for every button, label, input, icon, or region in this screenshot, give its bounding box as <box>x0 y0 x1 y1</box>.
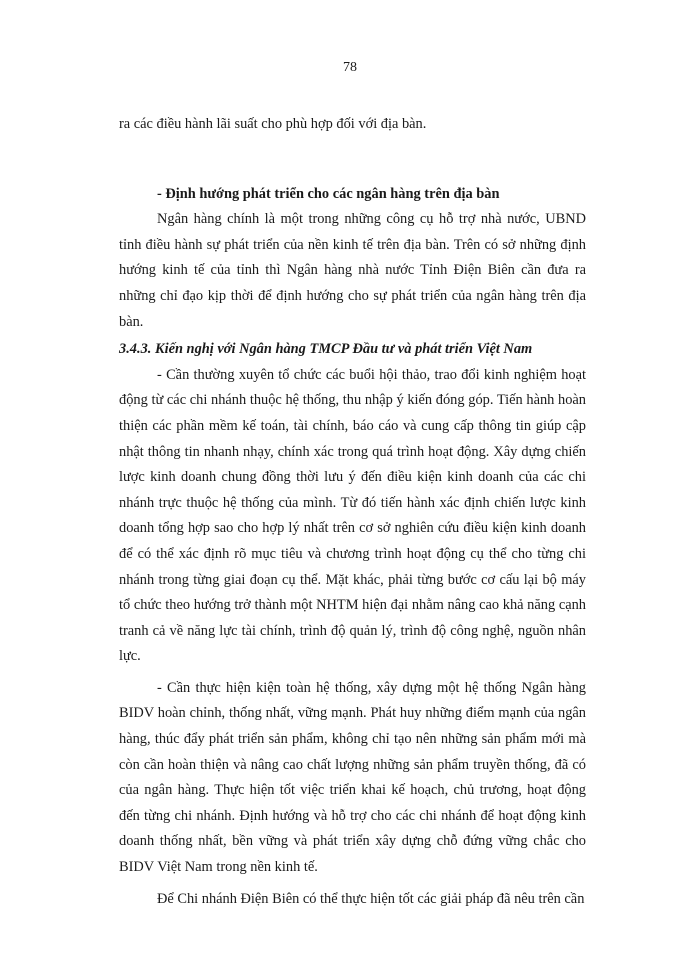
paragraph-state-bank-role: Ngân hàng chính là một trong những công cụ hỗ trợ nhà nước, UBND tỉnh điều hành sự phát triển của nền kinh tế trên địa bàn. Trên có sở những định hướng kinh tế của tỉnh thì Ngân hàng nhà nước Tỉnh Điện Biên cần đưa ra những chỉ đạo kịp thời để định hướng cho sự phát triển của ngân hàng trên địa bàn. <box>119 211 586 330</box>
paragraph-closing: Để Chi nhánh Điện Biên có thể thực hiện tốt các giải pháp đã nêu trên cần <box>157 890 585 907</box>
orientation-heading: - Định hướng phát triển cho các ngân hàng trên địa bàn <box>157 185 500 202</box>
section-heading-3-4-3: 3.4.3. Kiến nghị với Ngân hàng TMCP Đầu tư và phát triển Việt Nam <box>119 341 533 358</box>
paragraph-recommendation-1: - Cần thường xuyên tổ chức các buổi hội thảo, trao đổi kinh nghiệm hoạt động từ các chi nhánh thuộc hệ thống, thu nhập ý kiến đóng góp. Tiến hành hoàn thiện các phần mềm kế toán, tài chính, báo cáo và cung cấp thông tin giúp cập nhật thông tin nhanh nhạy, chính xác trong quá trình hoạt động. Xây dựng chiến lược kinh doanh chung đồng thời lưu ý đến điều kiện kinh doanh của các chi nhánh trực thuộc hệ thống của mình. Từ đó tiến hành xác định chiến lược kinh doanh tổng hợp sao cho hợp lý nhất trên cơ sở nghiên cứu điều kiện kinh doanh để có thể xác định rõ mục tiêu và chương trình hoạt động cụ thể cho từng chi nhánh trong từng giai đoạn cụ thể. Mặt khác, phải từng bước cơ cấu lại bộ máy tổ chức theo hướng trở thành một NHTM hiện đại nhằm nâng cao khả năng cạnh tranh cả về năng lực tài chính, trình độ quản lý, trình độ công nghệ, nguồn nhân lực. <box>119 366 586 665</box>
paragraph-recommendation-2: - Cần thực hiện kiện toàn hệ thống, xây dựng một hệ thống Ngân hàng BIDV hoàn chỉnh, thống nhất, vững mạnh. Phát huy những điểm mạnh của ngân hàng, thúc đẩy phát triển sản phẩm, không chỉ tạo nên những sản phẩm mới mà còn cần hoàn thiện và nâng cao chất lượng những sản phẩm truyền thống, đã có của ngân hàng. Thực hiện tốt việc triển khai kế hoạch, chủ trương, hoạt động đến từng chi nhánh. Định hướng và hỗ trợ cho các chi nhánh để hoạt động kinh doanh thống nhất, bền vững và phát triển xây dựng chỗ đứng vững chắc cho BIDV Việt Nam trong nền kinh tế. <box>119 679 586 876</box>
paragraph-continuation: ra các điều hành lãi suất cho phù hợp đối với địa bàn. <box>119 116 427 132</box>
page-number: 78 <box>343 60 357 75</box>
body-text <box>119 112 586 912</box>
